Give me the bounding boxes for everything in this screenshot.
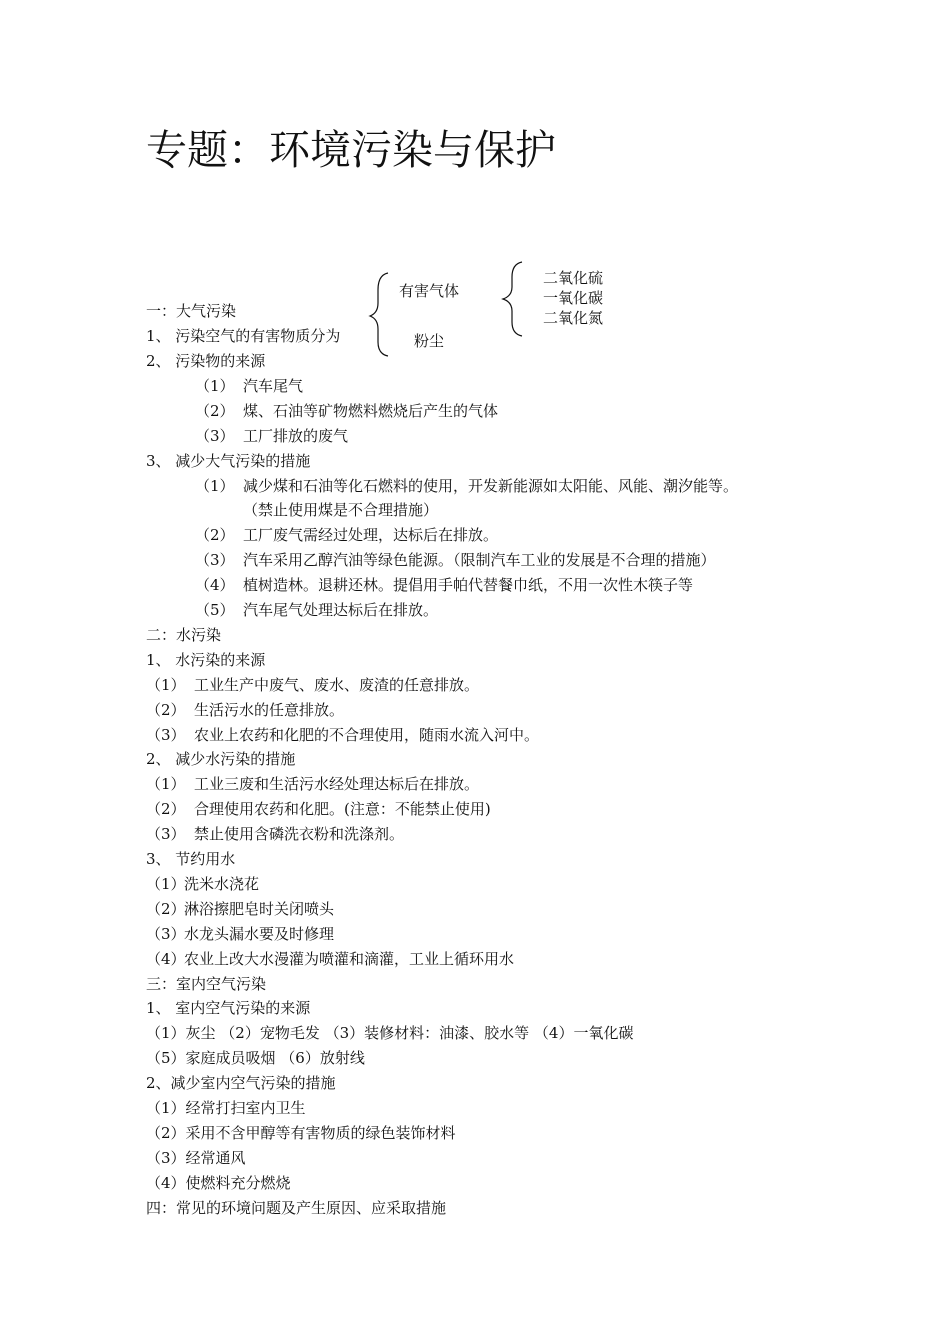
list-item: （1）洗米水浇花 (146, 875, 260, 893)
section1-item1: 1、 污染空气的有害物质分为 (146, 327, 341, 345)
tree-harmful-gas: 有害气体 (399, 282, 460, 300)
inner-brace (503, 262, 522, 336)
section3-heading: 三：室内空气污染 (146, 975, 267, 993)
section1-item2: 2、 污染物的来源 (146, 352, 266, 370)
list-item: （禁止使用煤是不合理措施） (243, 501, 439, 519)
list-item: （3） 工厂排放的废气 (195, 427, 349, 445)
list-item: （3） 农业上农药和化肥的不合理使用，随雨水流入河中。 (146, 726, 540, 744)
section2-item1: 1、 水污染的来源 (146, 651, 266, 669)
list-item: （2） 工厂废气需经过处理，达标后在排放。 (195, 526, 499, 544)
tree-gas-1: 二氧化硫 (543, 269, 604, 287)
list-item: （1） 工业三废和生活污水经处理达标后在排放。 (146, 775, 480, 793)
page-title: 专题：环境污染与保护 (146, 126, 556, 174)
list-item: （2） 生活污水的任意排放。 (146, 701, 345, 719)
list-item: （2）淋浴擦肥皂时关闭喷头 (146, 900, 335, 918)
list-item: （1） 汽车尾气 (195, 377, 304, 395)
list-item: （3） 禁止使用含磷洗衣粉和洗涤剂。 (146, 825, 405, 843)
outer-brace (370, 273, 388, 356)
section3-item1: 1、 室内空气污染的来源 (146, 999, 311, 1017)
section2-item3: 3、 节约用水 (146, 850, 236, 868)
list-item: （4）使燃料充分燃烧 (146, 1174, 291, 1192)
classification-brace-diagram (0, 0, 950, 400)
list-item: （1） 工业生产中废气、废水、废渣的任意排放。 (146, 676, 480, 694)
tree-dust: 粉尘 (414, 332, 445, 350)
list-item: （3） 汽车采用乙醇汽油等绿色能源。（限制汽车工业的发展是不合理的措施） (195, 551, 716, 569)
list-item: （4）农业上改大水漫灌为喷灌和滴灌，工业上循环用水 (146, 950, 515, 968)
list-item: （2） 合理使用农药和化肥。(注意：不能禁止使用) (146, 800, 491, 818)
tree-gas-2: 一氧化碳 (543, 289, 604, 307)
list-item: （5） 汽车尾气处理达标后在排放。 (195, 601, 439, 619)
list-item: （2） 煤、石油等矿物燃料燃烧后产生的气体 (195, 402, 499, 420)
section3-sources-line1: （1）灰尘 （2）宠物毛发 （3）装修材料：油漆、胶水等 （4）一氧化碳 (146, 1024, 634, 1042)
section1-heading: 一：大气污染 (146, 302, 237, 320)
section2-heading: 二：水污染 (146, 626, 222, 644)
list-item: （3）水龙头漏水要及时修理 (146, 925, 335, 943)
list-item: （4） 植树造林。退耕还林。提倡用手帕代替餐巾纸，不用一次性木筷子等 (195, 576, 694, 594)
section1-item3: 3、 减少大气污染的措施 (146, 452, 311, 470)
list-item: （1）经常打扫室内卫生 (146, 1099, 306, 1117)
list-item: （3）经常通风 (146, 1149, 246, 1167)
section3-item2: 2、减少室内空气污染的措施 (146, 1074, 336, 1092)
section3-sources-line2: （5）家庭成员吸烟 （6）放射线 (146, 1049, 365, 1067)
section4-heading: 四：常见的环境问题及产生原因、应采取措施 (146, 1199, 447, 1217)
tree-gas-3: 二氧化氮 (543, 309, 604, 327)
list-item: （1） 减少煤和石油等化石燃料的使用，开发新能源如太阳能、风能、潮汐能等。 (195, 477, 739, 495)
section2-item2: 2、 减少水污染的措施 (146, 750, 296, 768)
list-item: （2）采用不含甲醇等有害物质的绿色装饰材料 (146, 1124, 456, 1142)
